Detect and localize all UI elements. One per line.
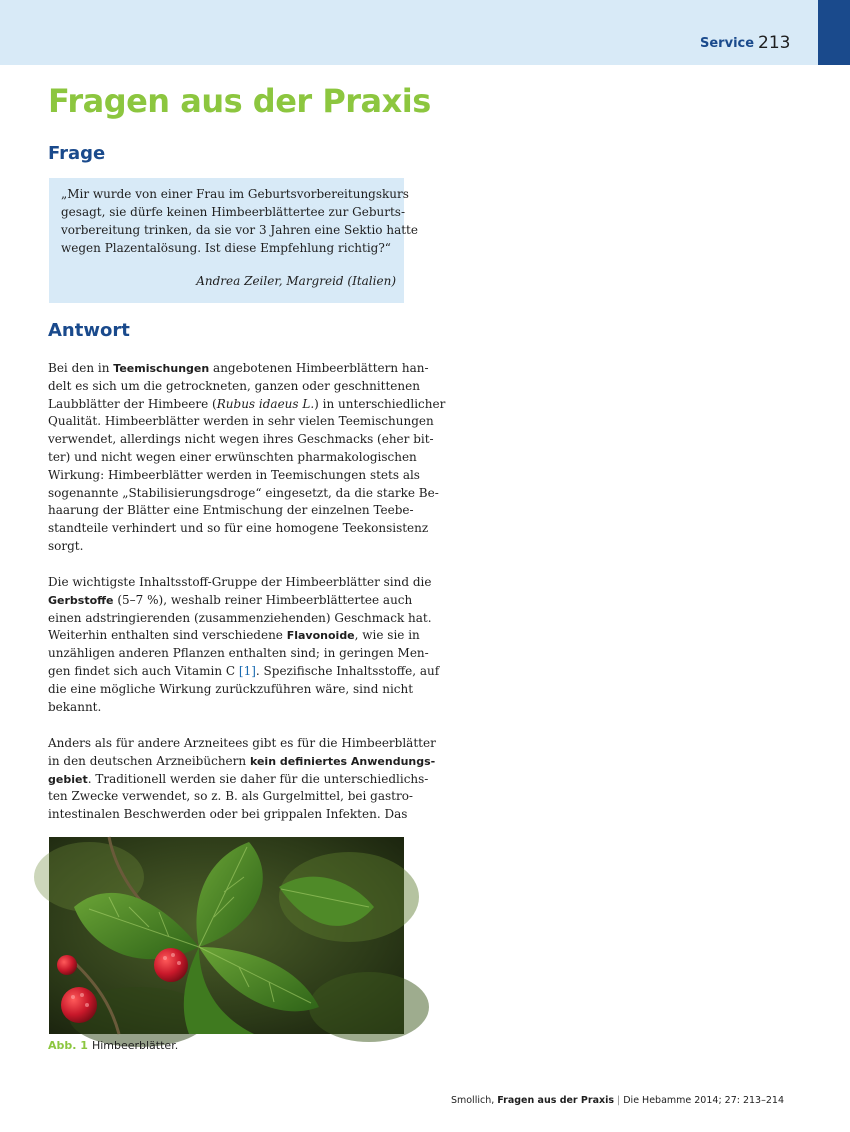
header-band [0, 0, 818, 65]
bold-term: gebiet [48, 772, 88, 786]
text-line: in den deutschen Arzneibüchern kein definiertes Anwendungs- [48, 753, 436, 768]
answer-paragraph-3 [48, 735, 436, 824]
footer-separator: | [617, 1095, 621, 1106]
bold-term: Teemischungen [113, 362, 210, 375]
bold-term: Flavonoide [286, 629, 355, 643]
text-line: die eine mögliche Wirkung zurückzuführen wäre, sind nicht [48, 681, 414, 696]
figure-label: Abb. 1 [48, 1039, 88, 1052]
raspberry-leaves-photo [49, 837, 404, 1034]
italic-term: Rubus idaeus L. [216, 396, 315, 411]
question-line: vorbereitung trinken, da sie vor 3 Jahren eine Sektio hatte [61, 223, 418, 237]
text-line: gen findet sich auch Vitamin C [1]. Spezifische Inhaltsstoffe, auf [48, 663, 440, 678]
text-line: ter) und nicht wegen einer erwünschten pharmakologischen [48, 449, 417, 464]
footer-author: Smollich, [450, 1095, 495, 1106]
question-line: gesagt, sie dürfe keinen Himbeerblättertee zur Geburts- [61, 205, 405, 219]
text-line: bekannt. [48, 699, 102, 714]
answer-paragraph-2 [48, 574, 440, 716]
question-author: Andrea Zeiler, Margreid (Italien) [196, 274, 396, 288]
answer-heading: Antwort [48, 320, 130, 341]
text-line: sorgt. [48, 538, 84, 553]
text-line: haarung der Blätter eine Entmischung der einzelnen Teebe- [48, 503, 414, 518]
text-line: gebiet. Traditionell werden sie daher für die unterschiedlichs- [48, 771, 429, 786]
footer-article-title: Fragen aus der Praxis [497, 1095, 615, 1106]
text-line: Anders als für andere Arzneitees gibt es für die Himbeerblätter [48, 736, 436, 750]
text-line: delt es sich um die getrockneten, ganzen oder geschnittenen [48, 378, 420, 393]
text-line: Die wichtigste Inhaltsstoff-Gruppe der Himbeerblätter sind die [48, 575, 432, 589]
page-title: Fragen aus der Praxis [48, 82, 431, 120]
text-line: standteile verhindert und so für eine homogene Teekonsistenz [48, 521, 429, 536]
text-line: Gerbstoffe (5–7 %), weshalb reiner Himbeerblättertee auch [48, 592, 413, 607]
text-line: verwendet, allerdings nicht wegen ihres Geschmacks (eher bit- [48, 432, 434, 447]
question-box [49, 178, 418, 303]
footer-citation: Die Hebamme 2014; 27: 213–214 [623, 1095, 784, 1106]
bold-term: Gerbstoffe [48, 593, 114, 607]
answer-paragraph-1 [48, 360, 446, 556]
text-line: Laubblätter der Himbeere (Rubus idaeus L.) in unterschiedlicher [48, 396, 446, 411]
text-line: Weiterhin enthalten sind verschiedene Flavonoide, wie sie in [48, 628, 420, 643]
page-footer [451, 1095, 784, 1106]
reference-link[interactable]: [1] [238, 663, 256, 678]
text-line: Qualität. Himbeerblätter werden in sehr vielen Teemischungen [48, 414, 434, 429]
text-line: einen adstringierenden (zusammenziehenden) Geschmack hat. [48, 610, 432, 625]
question-line: „Mir wurde von einer Frau im Geburtsvorbereitungskurs [61, 187, 409, 201]
text-line: unzähligen anderen Pflanzen enthalten sind; in geringen Men- [48, 646, 429, 661]
header-accent-block [818, 0, 850, 65]
text-line: Bei den in Teemischungen angebotenen Himbeerblättern han- [48, 361, 429, 375]
question-line: wegen Plazentalösung. Ist diese Empfehlung richtig?“ [61, 241, 391, 255]
text-line: intestinalen Beschwerden oder bei grippalen Infekten. Das [48, 807, 408, 822]
text-line: ten Zwecke verwendet, so z. B. als Gurgelmittel, bei gastro- [48, 789, 413, 804]
page-number: 213 [758, 33, 791, 53]
question-heading: Frage [48, 143, 106, 164]
header-section-label: Service [700, 36, 755, 51]
bold-term: kein definiertes Anwendungs- [249, 754, 436, 768]
text-line: Wirkung: Himbeerblätter werden in Teemischungen stets als [48, 467, 420, 482]
figure-caption [48, 1039, 404, 1052]
figure-caption-text: Himbeerblätter. [91, 1039, 179, 1052]
text-line: sogenannte „Stabilisierungsdroge“ eingesetzt, da die starke Be- [48, 485, 439, 500]
